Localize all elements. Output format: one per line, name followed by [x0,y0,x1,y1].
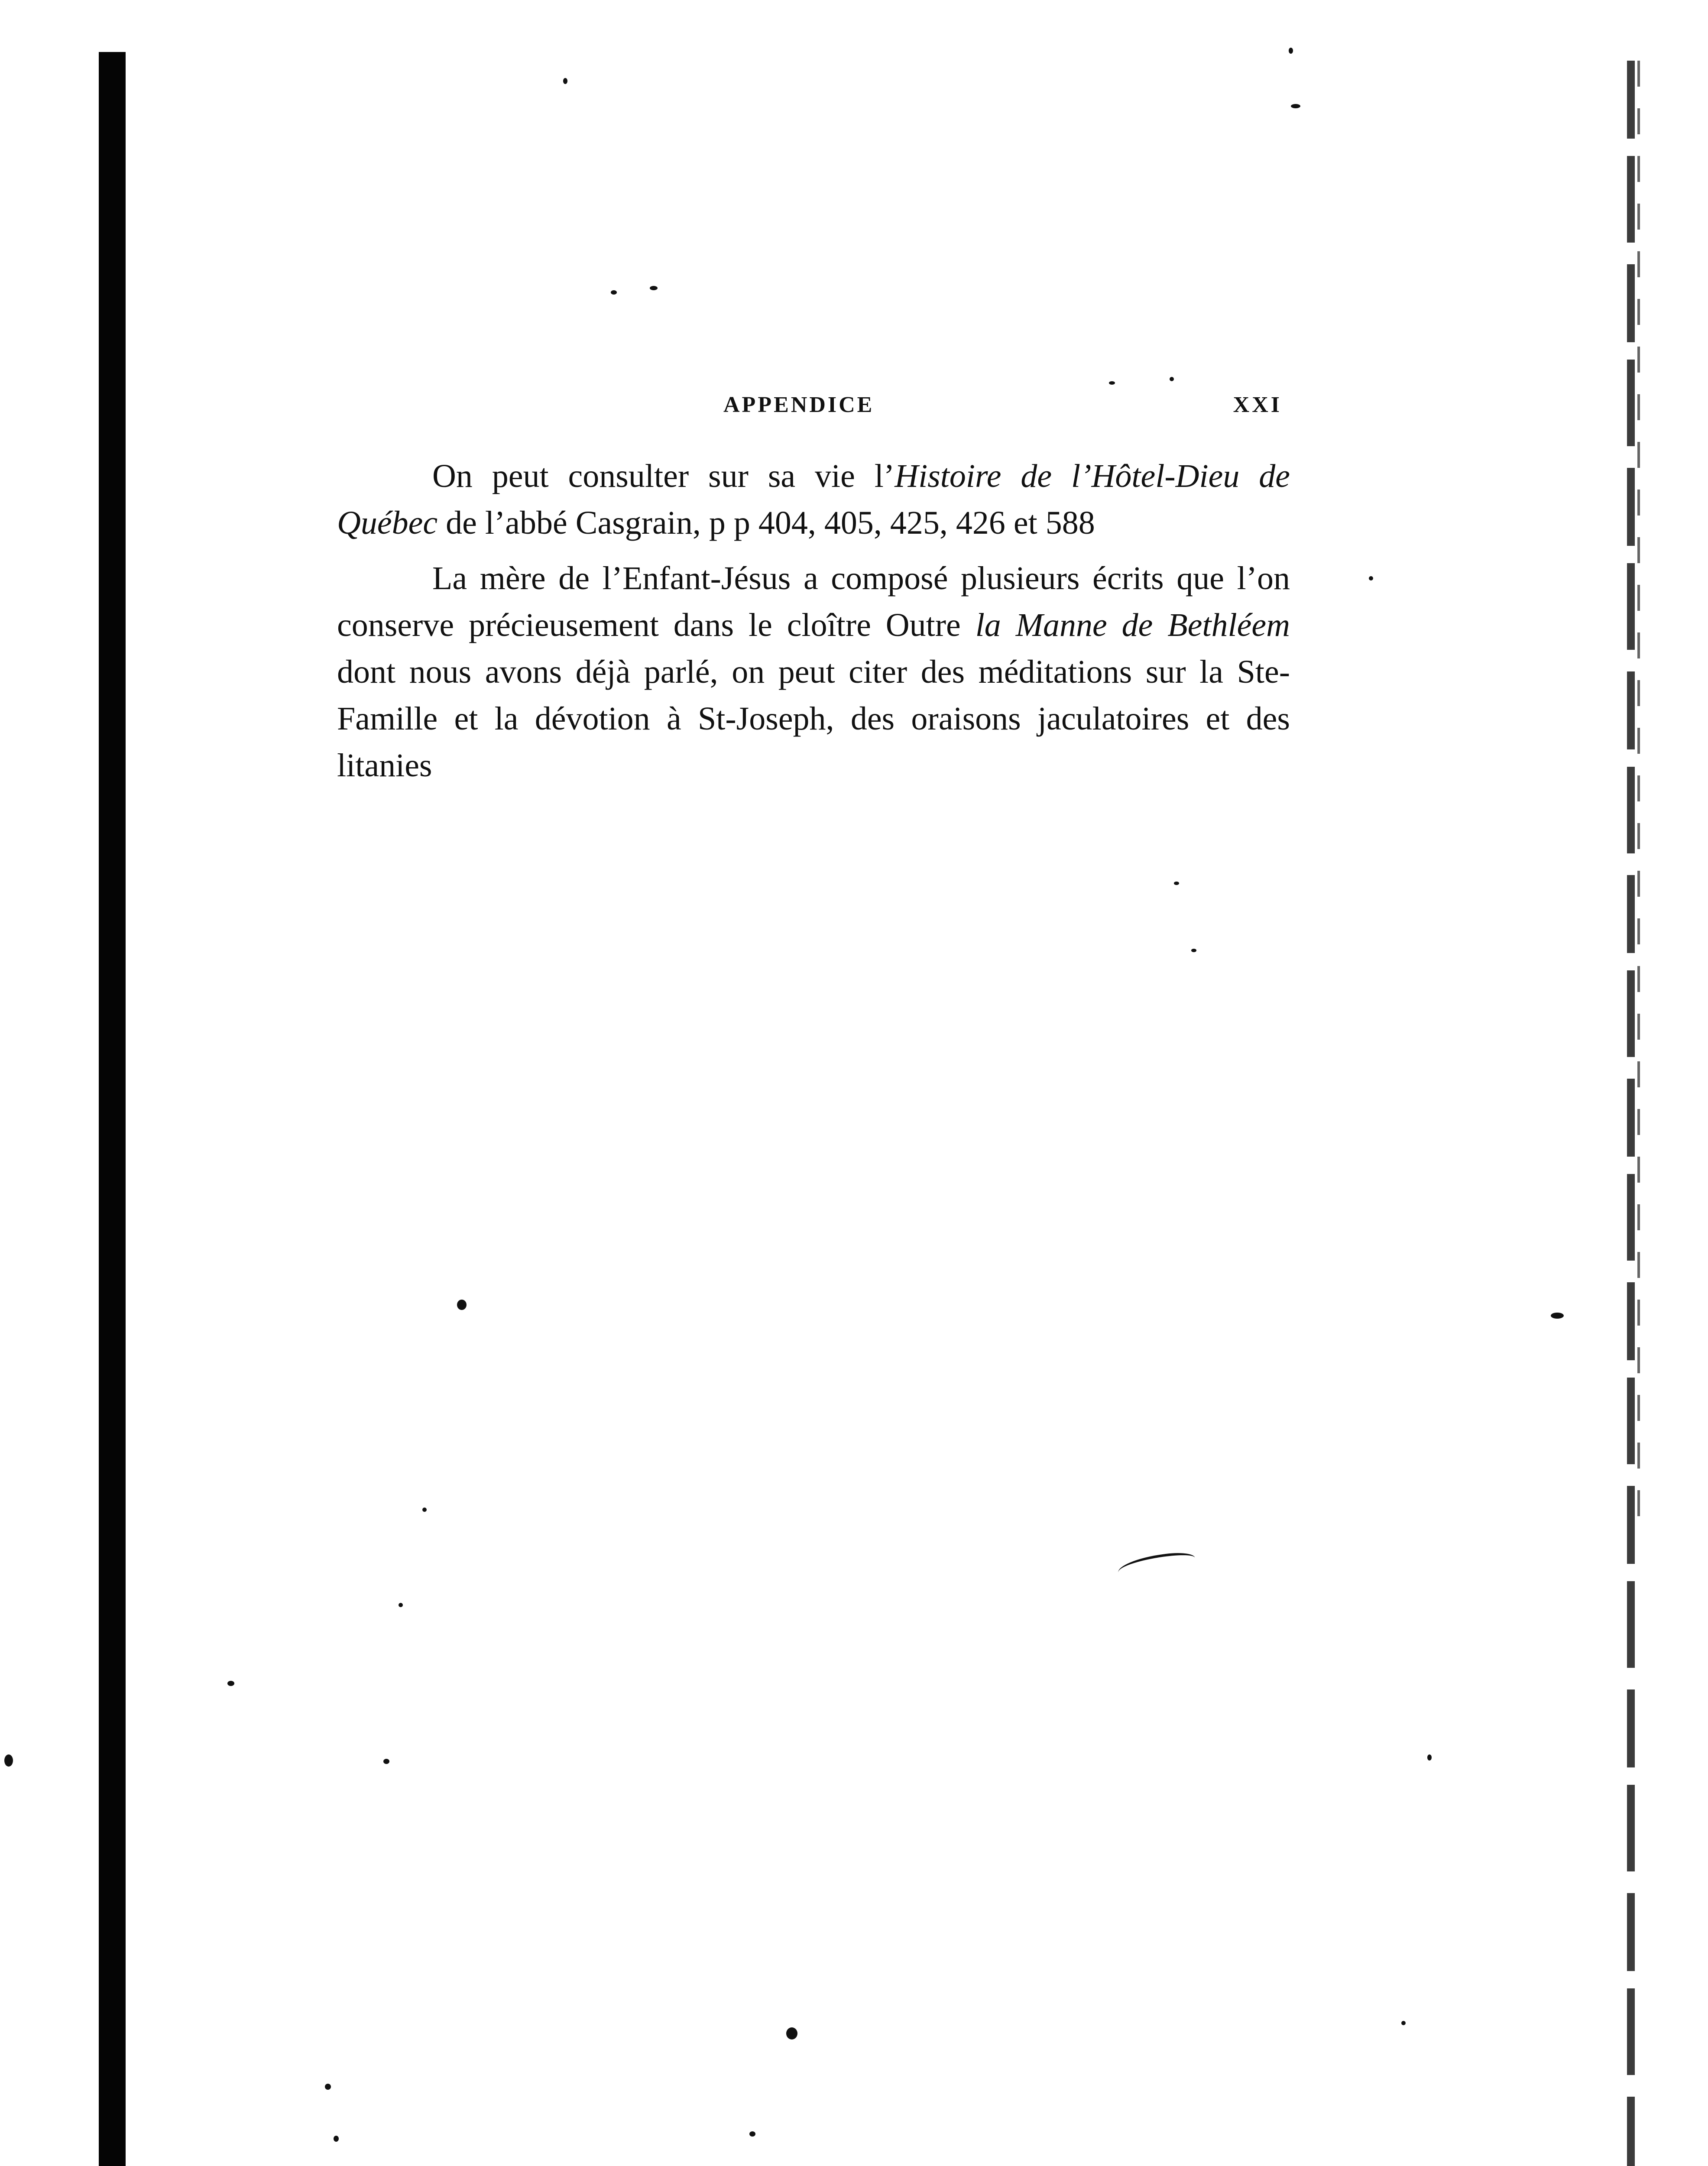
paragraph [337,555,1290,789]
book-title: Histoire de l’Hôtel-Dieu de Québec [337,458,1290,541]
dust-speck [1191,949,1196,952]
dust-speck [650,286,658,290]
dust-speck [1369,576,1373,580]
dust-speck [227,1681,234,1686]
dust-speck [611,290,617,295]
dust-speck [399,1603,403,1607]
dust-speck [4,1754,13,1767]
running-title: APPENDICE [723,392,875,417]
book-title: la Manne de Bethléem [975,607,1290,643]
dust-speck [1174,882,1179,885]
dust-speck [749,2131,755,2137]
scan-edge-right [1627,61,1635,2166]
dust-speck [1289,48,1293,54]
running-head [329,392,1282,431]
scan-edge-right-inner [1637,61,1640,1534]
dust-speck [325,2084,331,2090]
page-number: XXI [1233,392,1282,417]
dust-speck [334,2136,339,2142]
text-run: On peut consulter sur sa vie l’ [432,458,895,494]
dust-speck [1109,381,1115,385]
dust-speck [1427,1754,1432,1761]
dust-speck [563,78,567,84]
text-run: dont nous avons déjà parlé, on peut citer des méditations sur la Ste-Famille et la dévotion à St-Joseph, des oraisons jaculatoires et des litanies [337,654,1290,784]
dust-speck [1401,2021,1406,2025]
dust-speck [786,2027,797,2040]
dust-speck [457,1300,467,1310]
dust-speck [1291,104,1300,108]
dust-speck [1551,1313,1564,1319]
text-run: La mère de l’Enfant-Jésus a composé plusieurs écrits que l’on conserve précieusement dans le cloître Outre [337,560,1290,643]
dust-speck [383,1759,389,1764]
dust-speck [1170,377,1174,381]
binding-shadow-left [99,52,126,2166]
paragraph [337,453,1290,546]
text-run: de l’abbé Casgrain, p p 404, 405, 425, 426 et 588 [438,505,1095,541]
dust-speck [422,1508,427,1512]
ink-stroke-mark [1117,1550,1197,1581]
body-text [337,453,1290,789]
